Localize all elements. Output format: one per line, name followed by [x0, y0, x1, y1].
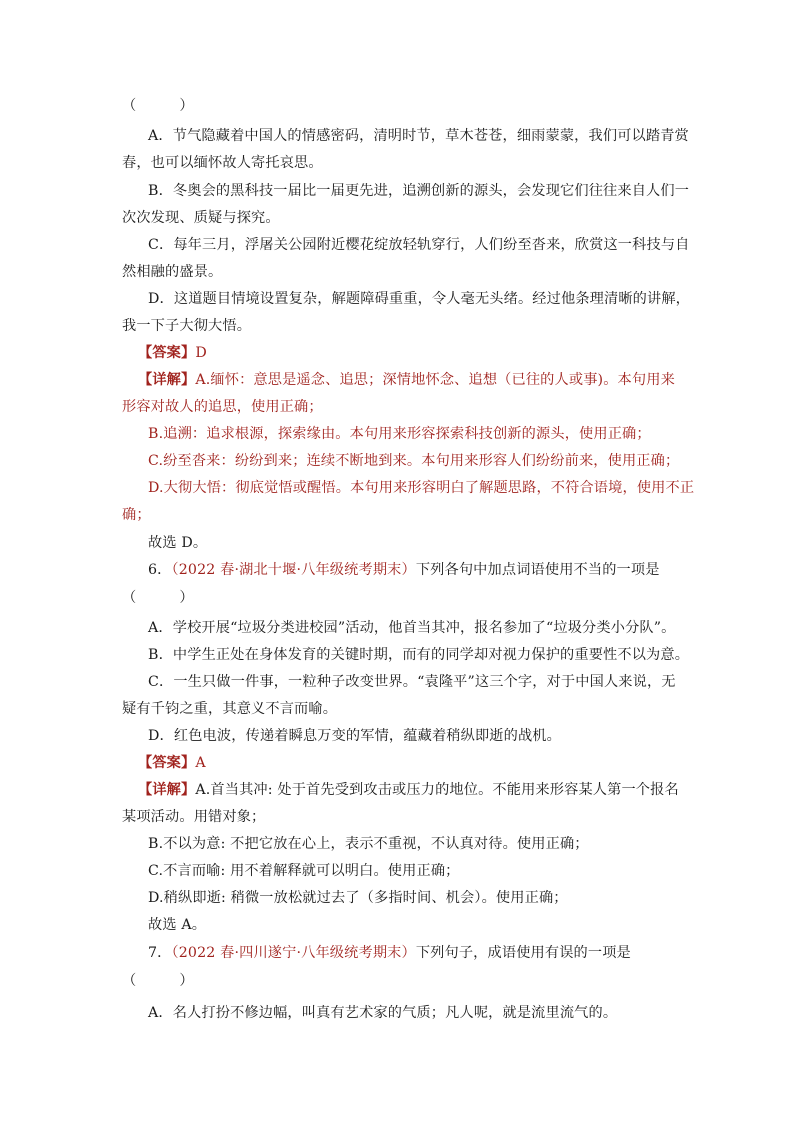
- q7-option-a: A．名人打扮不修边幅，叫真有艺术家的气质；凡人呢，就是流里流气的。: [148, 1005, 618, 1021]
- q5-answer: [138, 343, 207, 363]
- q5-explain-c: C.纷至沓来：纷纷到来；连续不断地到来。本句用来形容人们纷纷前来，使用正确；: [148, 453, 680, 469]
- q7-number: 7．: [148, 945, 172, 961]
- q6-conclusion: 故选 A。: [148, 917, 207, 933]
- q6-explain-a-cont: 某项活动。用错对象；: [122, 809, 266, 825]
- q6-stem: [148, 560, 660, 580]
- q6-paren: （ ）: [122, 590, 194, 606]
- q5-option-c-cont: 然相融的盛景。: [122, 264, 223, 280]
- q5-explain-a-cont: 形容对故人的追思，使用正确；: [122, 399, 323, 415]
- answer-tag: 【答案】: [138, 345, 196, 361]
- q5-explain-d-cont: 确；: [122, 507, 151, 523]
- q5-option-a: A．节气隐藏着中国人的情感密码，清明时节，草木苍苍，细雨蒙蒙，我们可以踏青赏: [148, 128, 689, 144]
- q6-option-c-cont: 疑有千钧之重，其意义不言而喻。: [122, 701, 338, 717]
- explain-tag: 【详解】: [138, 782, 196, 798]
- q5-option-b: B．冬奥会的黑科技一届比一届更先进，追溯创新的源头，会发现它们往往来自人们一: [148, 183, 690, 199]
- explain-text: A.缅怀：意思是遥念、追思；深情地怀念、追想（已往的人或事)。本句用来: [195, 372, 675, 388]
- q6-source: （2022 春·湖北十堰·八年级统考期末）: [171, 562, 416, 578]
- q6-option-c: C．一生只做一件事，一粒种子改变世界。“袁隆平”这三个字，对于中国人来说，无: [148, 674, 676, 690]
- q5-option-d: D．这道题目情境设置复杂，解题障碍重重，令人毫无头绪。经过他条理清晰的讲解，: [148, 291, 691, 307]
- q6-option-d: D．红色电波，传递着瞬息万变的军情，蕴藏着稍纵即逝的战机。: [148, 728, 561, 744]
- explain-tag: 【详解】: [138, 372, 196, 388]
- explain-text: A.首当其冲: 处于首先受到攻击或压力的地位。不能用来形容某人第一个报名: [195, 782, 679, 798]
- q5-paren: （ ）: [122, 98, 194, 114]
- q6-answer: [138, 753, 206, 773]
- answer-value: D: [195, 345, 207, 361]
- q5-option-d-cont: 我一下子大彻大悟。: [122, 318, 252, 334]
- q6-number: 6．: [148, 562, 172, 578]
- q5-option-b-cont: 次次发现、质疑与探究。: [122, 210, 280, 226]
- q5-explain-a: [138, 370, 675, 390]
- answer-value: A: [195, 755, 206, 771]
- answer-tag: 【答案】: [138, 755, 196, 771]
- q6-explain-d: D.稍纵即逝: 稍微一放松就过去了（多指时间、机会）。使用正确；: [148, 890, 568, 906]
- q6-stem-text: 下列各句中加点词语使用不当的一项是: [415, 562, 660, 578]
- q6-option-b: B．中学生正处在身体发育的关键时期，而有的同学却对视力保护的重要性不以为意。: [148, 647, 690, 663]
- q5-explain-d: D.大彻大悟：彻底觉悟或醒悟。本句用来形容明白了解题思路，不符合语境，使用不正: [148, 480, 695, 496]
- q7-stem: [148, 943, 631, 963]
- q5-option-a-cont: 春，也可以缅怀故人寄托哀思。: [122, 155, 323, 171]
- q7-source: （2022 春·四川遂宁·八年级统考期末）: [171, 945, 416, 961]
- q6-explain-b: B.不以为意: 不把它放在心上，表示不重视，不认真对待。使用正确；: [148, 836, 589, 852]
- q5-conclusion: 故选 D。: [148, 535, 208, 551]
- q5-explain-b: B.追溯：追求根源，探索缘由。本句用来形容探索科技创新的源头，使用正确；: [148, 426, 651, 442]
- q6-explain-a: [138, 780, 679, 800]
- q7-paren: （ ）: [122, 973, 194, 989]
- q6-explain-c: C.不言而喻: 用不着解释就可以明白。使用正确；: [148, 863, 460, 879]
- q5-option-c: C．每年三月，浮屠关公园附近樱花绽放轻轨穿行，人们纷至沓来，欣赏这一科技与自: [148, 237, 690, 253]
- q7-stem-text: 下列句子，成语使用有误的一项是: [415, 945, 631, 961]
- q6-option-a: A．学校开展“垃圾分类进校园”活动，他首当其冲，报名参加了“垃圾分类小分队”。: [148, 620, 676, 636]
